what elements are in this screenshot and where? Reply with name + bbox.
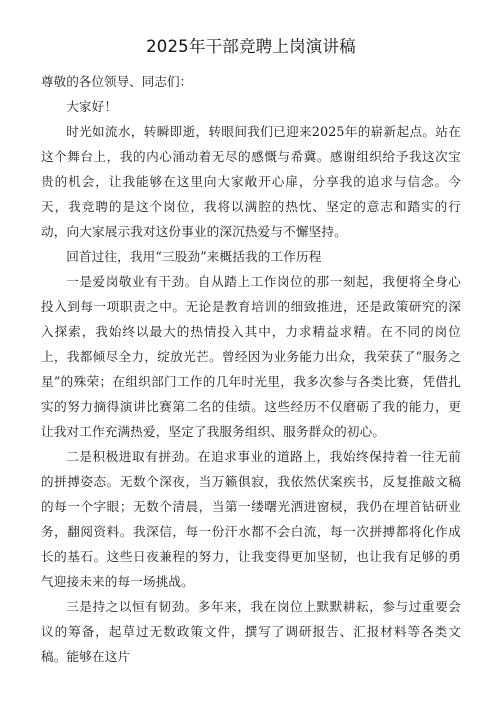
paragraph-point-two: 二是积极进取有拼劲。在追求事业的道路上，我始终保持着一往无前的拼搏姿态。无数个深夜，当万籁俱寂，我依然伏案疾书，反复推敲文稿的每一个字眼；无数个清晨，当第一缕曙光洒进窗棂，我仍在埋首钻研业务，翻阅资料。我深信，每一份汗水都不会白流，每一次拼搏都将化作成长的基石。这些日夜兼程的努力，让我变得更加坚韧，也让我有足够的勇气迎接未来的每一场挑战。 [41,449,461,589]
paragraph-greeting: 大家好！ [66,99,118,114]
paragraph-point-three: 三是持之以恒有韧劲。多年来，我在岗位上默默耕耘，参与过重要会议的筹备，起草过无数政策文件，撰写了调研报告、汇报材料等各类文稿。能够在这片 [41,599,461,664]
paragraph-point-one: 一是爱岗敬业有干劲。自从踏上工作岗位的那一刻起，我便将全身心投入到每一项职责之中。无论是教育培训的细致推进，还是政策研究的深入探索，我始终以最大的热情投入其中，力求精益求精。在不同的岗位上，我都倾尽全力，绽放光芒。曾经因为业务能力出众，我荣获了“服务之星”的殊荣；在组织部门工作的几年时光里，我多次参与各类比赛，凭借扎实的努力摘得演讲比赛第二名的佳绩。这些经历不仅磨砺了我的能力，更让我对工作充满热爱，坚定了我服务组织、服务群众的初心。 [41,274,461,439]
document-title: 2025年干部竞聘上岗演讲稿 [146,37,356,56]
paragraph-intro: 时光如流水，转瞬即逝，转眼间我们已迎来2025年的崭新起点。站在这个舞台上，我的内心涌动着无尽的感慨与希冀。感谢组织给予我这次宝贵的机会，让我能够在这里向大家敞开心扉，分享我的追求与信念。今天，我竞聘的是这个岗位，我将以满腔的热忱、坚定的意志和踏实的行动，向大家展示我对这份事业的深沉热爱与不懈坚持。 [41,124,461,239]
salutation: 尊敬的各位领导、同志们： [41,74,193,89]
paragraph-overview: 回首过往，我用“三股劲”来概括我的工作历程 [66,249,322,264]
